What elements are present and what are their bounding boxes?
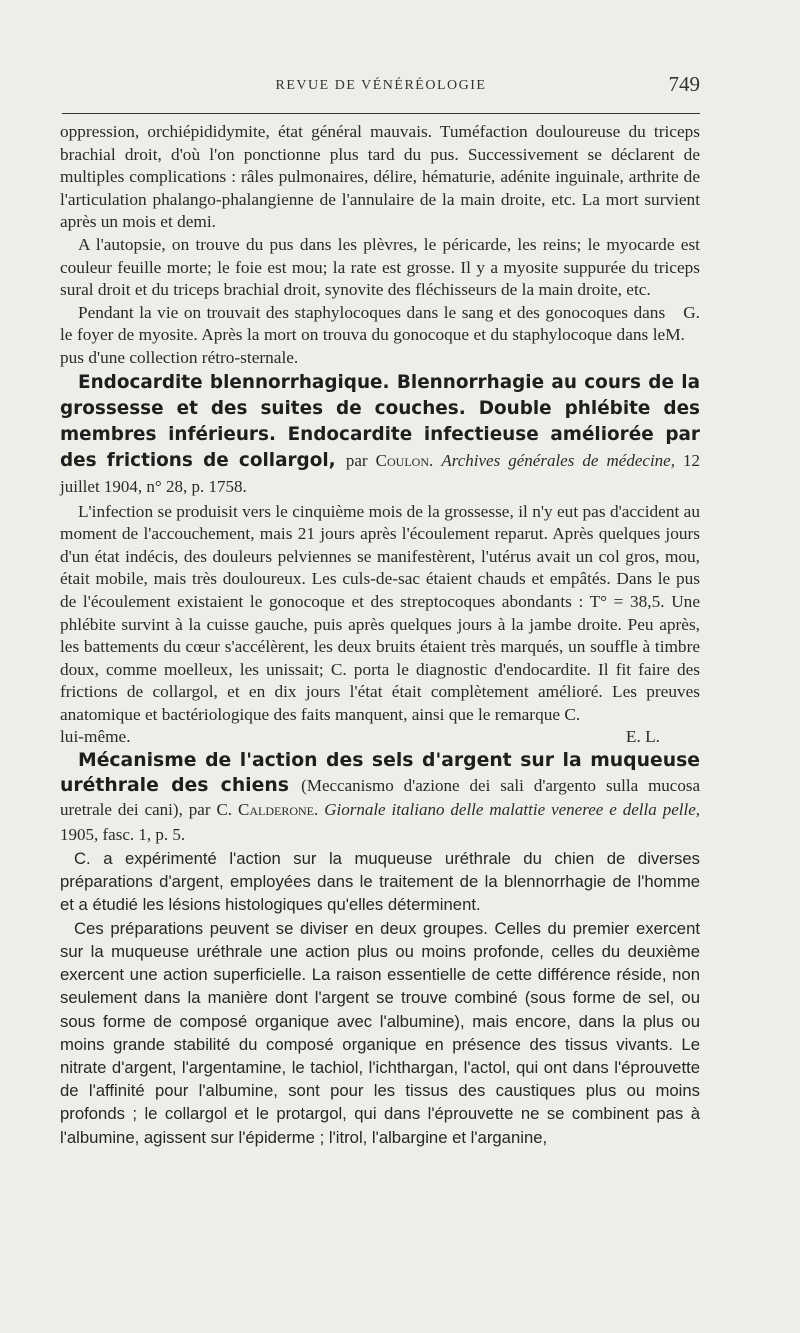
article2-citation-date: 12 juillet 1904, n° 28, p. 1758.: [60, 451, 701, 497]
article3-heading-block: [60, 749, 700, 847]
article2-journal: Archives générales de médecine,: [441, 451, 675, 471]
article3-author: Calderone.: [238, 800, 319, 820]
article2-citation-par: par: [345, 451, 368, 471]
article3-citation-date: 1905, fasc. 1, p. 5.: [60, 824, 186, 844]
article2-last-line: lui-même.: [60, 727, 131, 747]
article1-paragraph-1: oppression, orchiépididymite, état général mauvais. Tuméfaction douloureuse du triceps brachial droit, d'où l'on ponctionne plus tard du pus. Successivement se déclarent de multiples complications : râles pulmonaires, délire, hématurie, adénite inguinale, arthrite de l'articulation phalango-phalangienne de l'annulaire de la main droite, etc. La mort survient après un mois et demi.: [60, 122, 700, 232]
page-body: [60, 121, 700, 1149]
article3-journal: Giornale italiano delle malattie veneree e della pelle,: [324, 800, 700, 820]
article3-citation-plain: (Meccanismo d'azione dei sali d'argento sulla mucosa uretrale dei cani), par C.: [60, 775, 700, 820]
article3-paragraph-2: Ces préparations peuvent se diviser en deux groupes. Celles du premier exercent sur la muqueuse uréthrale une action plus ou moins profonde, celles du deuxième exercent une action superficielle. La raison essentielle de cette différence réside, non seulement dans la manière dont l'argent se trouve combiné (sous forme de sel, ou sous forme de composé organique avec l'albumine), mais encore, dans la plus ou moins grande stabilité du composé organique en présence des tissus vivants. Le nitrate d'argent, l'argentamine, le tachiol, l'ichthargan, l'actol, qui ont dans l'éprouvette de l'affinité pour l'albumine, sont pour les tissus des caustiques plus ou moins profonds ; le collargol et le protargol, qui dans l'éprouvette ne se combinent pas à l'albumine, agissent sur l'épiderme ; l'itrol, l'albargine et l'arganine,: [60, 918, 700, 1147]
article2-author: Coulon.: [375, 451, 434, 471]
page-number: 749: [668, 72, 700, 96]
article1-paragraph-3-row: [60, 302, 700, 370]
article2-heading: Endocardite blennorrhagique. Blennorrhagie au cours de la grossesse et des suites de couches. Double phlébite des membres inférieurs. Endocardite infectieuse améliorée par des frictions de collargol,: [60, 371, 700, 472]
article1-paragraph-3: Pendant la vie on trouvait des staphylocoques dans le sang et des gonocoques dans le foyer de myosite. Après la mort on trouva du gonocoque et du staphylocoque dans le pus d'une collection rétro-sternale.: [60, 302, 666, 367]
article2-heading-block: [60, 370, 700, 501]
article1-paragraph-2: A l'autopsie, on trouve du pus dans les plèvres, le péricarde, les reins; le myocarde est couleur feuille morte; le foie est mou; la rate est grosse. Il y a myosite suppurée du triceps sural droit et du triceps brachial droit, synovite des fléchisseurs de la main droite, etc.: [60, 234, 700, 300]
article3-body: [60, 847, 700, 1149]
article3-paragraph-1: C. a expérimenté l'action sur la muqueuse uréthrale du chien de diverses préparations d'argent, employées dans le traitement de la blennorrhagie de l'homme et a étudié les lésions histologiques qu'elles déterminent.: [60, 849, 700, 915]
article1-signature: G. M.: [665, 302, 700, 345]
header-rule: [62, 113, 700, 114]
article2-paragraph-1: L'infection se produisit vers le cinquième mois de la grossesse, il n'y eut pas d'accident au moment de l'accouchement, mais 21 jours après l'écoulement reparut. Après quelques jours d'un état indécis, des douleurs pelviennes se manifestèrent, l'utérus avait un col gros, mou, était mobile, mais très douloureux. Les culs-de-sac étaient chauds et empâtés. Dans le pus de l'écoulement existaient le gonocoque et des streptocoques abondants : T° = 38,5. Une phlébite survint à la cuisse gauche, puis après quelques jours à la jambe droite. Peu après, les battements du cœur s'accélèrent, les deux bruits étaient très marqués, un souffle à timbre doux, comme moelleux, les unissait; C. porta le diagnostic d'endocardite. Il fit faire des frictions de collargol, et en dix jours l'état était complètement amélioré. Les preuves anatomique et bactériologique des faits manquent, ainsi que le remarque C.: [60, 501, 700, 724]
running-title: REVUE DE VÉNÉRÉOLOGIE: [275, 78, 487, 93]
page-header: [62, 72, 700, 102]
article2-closing-row: [60, 726, 700, 749]
article2-signature: E. L.: [625, 727, 660, 747]
article3-heading: Mécanisme de l'action des sels d'argent sur la muqueuse uréthrale des chiens: [60, 750, 700, 796]
